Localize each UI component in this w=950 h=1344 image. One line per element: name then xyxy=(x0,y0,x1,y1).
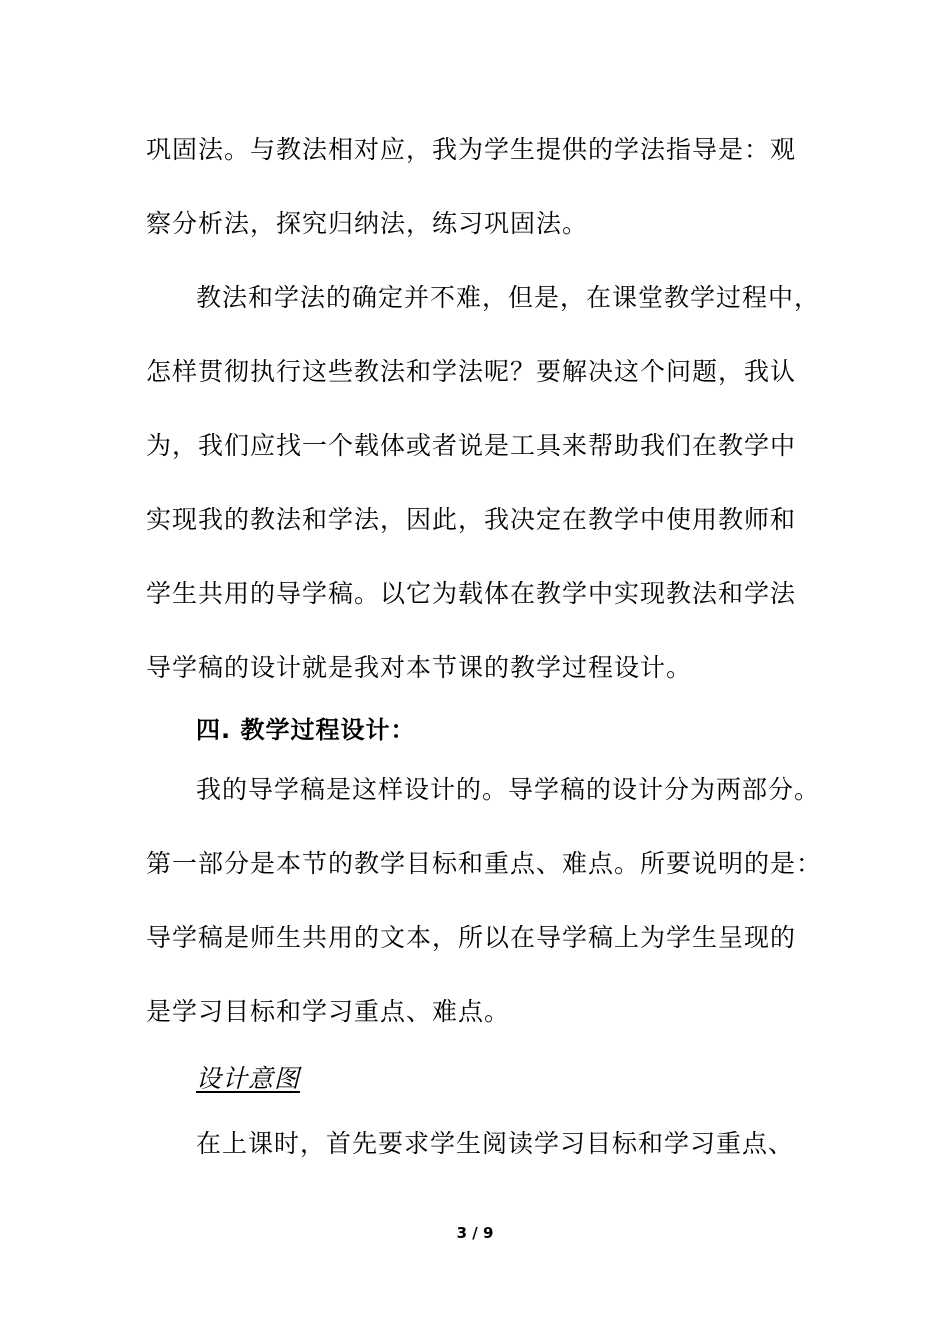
paragraph-line: 我的导学稿是这样设计的。导学稿的设计分为两部分。 xyxy=(196,775,821,804)
paragraph-line: 为，我们应找一个载体或者说是工具来帮助我们在教学中 xyxy=(146,431,797,460)
paragraph-line: 导学稿是师生共用的文本，所以在导学稿上为学生呈现的 xyxy=(146,923,797,952)
paragraph-line: 巩固法。与教法相对应，我为学生提供的学法指导是：观 xyxy=(146,135,797,164)
section-heading: 四. 教学过程设计： xyxy=(196,716,416,744)
paragraph-line: 实现我的教法和学法，因此，我决定在教学中使用教师和 xyxy=(146,505,797,534)
paragraph-line: 学生共用的导学稿。以它为载体在教学中实现教法和学法 xyxy=(146,579,797,608)
paragraph-line: 第一部分是本节的教学目标和重点、难点。所要说明的是： xyxy=(146,849,823,878)
paragraph-line: 导学稿的设计就是我对本节课的教学过程设计。 xyxy=(146,653,693,682)
page-number: 3 / 9 xyxy=(456,1224,494,1242)
paragraph-line: 察分析法，探究归纳法，练习巩固法。 xyxy=(146,209,589,238)
paragraph-line: 是学习目标和学习重点、难点。 xyxy=(146,997,511,1026)
paragraph-line: 在上课时，首先要求学生阅读学习目标和学习重点、 xyxy=(196,1129,795,1158)
design-intent-heading: 设计意图 xyxy=(196,1064,301,1093)
paragraph-line: 怎样贯彻执行这些教法和学法呢？要解决这个问题，我认 xyxy=(146,357,797,386)
paragraph-line: 教法和学法的确定并不难，但是，在课堂教学过程中， xyxy=(196,283,821,312)
